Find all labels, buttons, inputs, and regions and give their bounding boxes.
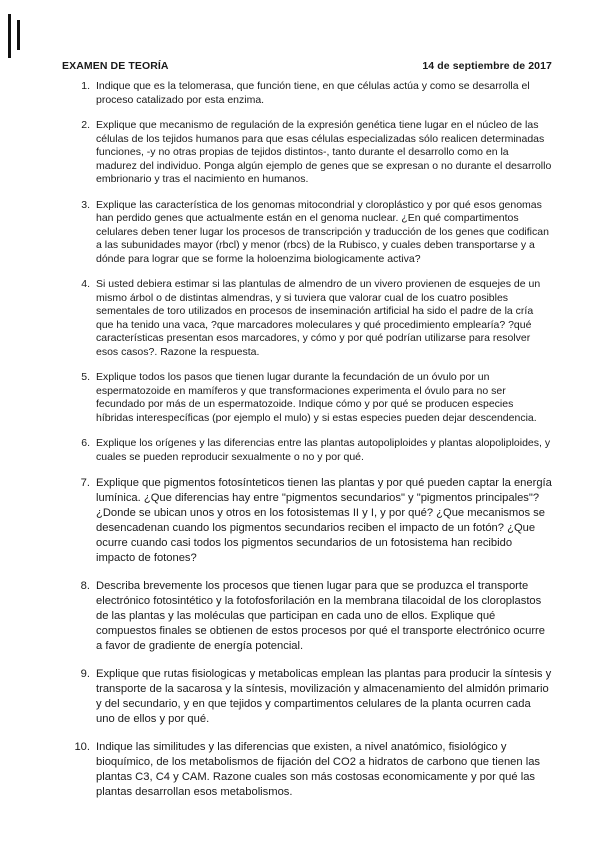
staple-mark <box>7 14 23 58</box>
question-text: Explique que rutas fisiologicas y metabolicas emplean las plantas para producir la síntesis y transporte de la sacarosa y la síntesis, movilización y almacenamiento del almidón primario y del secundario, y en que tejidos y compartimentos celulares de la planta ocurren cada uno de ellos y por qué. <box>96 668 552 725</box>
question-text: Explique las característica de los genomas mitocondrial y cloroplástico y por qué esos genomas han perdido genes que actualmente están en el genoma nuclear. ¿En qué compartimentos celulares deben tener lugar los procesos de transcripción y traducción de los genes que codifican a las subunidades mayor (rbcl) y menor (rbcs) de la Rubisco, y cuales deben transportarse y a dónde para lograr que se forme la holoenzima biologicamente activa? <box>96 198 549 265</box>
question-1 <box>68 80 552 107</box>
question-number: 4. <box>81 278 90 290</box>
question-text: Indique que es la telomerasa, que función tiene, en que células actúa y como se desarrolla el proceso catalizado por esta enzima. <box>96 80 530 106</box>
exam-header <box>62 60 552 72</box>
question-10 <box>68 740 552 800</box>
question-number: 7. <box>80 477 90 489</box>
question-text: Indique las similitudes y las diferencias que existen, a nivel anatómico, fisiológico y bioquímico, de los metabolismos de fijación del CO2 a hidratos de carbono que tienen las plantas C3, C4 y CAM. Razone cuales son más costosas economicamente y por qué las plantas desarrollan esos metabolismos. <box>96 741 541 798</box>
question-text: Explique que mecanismo de regulación de la expresión genética tiene lugar en el núcleo de las células de los tejidos humanos para que esas células especializadas sólo realicen determinadas funciones, -y no otras propias de tejidos distintos-, tanto durante el desarrollo como en la madurez del individuo. Ponga algún ejemplo de genes que se expresan o no durante el desarrollo embrionario y tras el nacimiento en humanos. <box>96 119 552 185</box>
question-text: Explique los orígenes y las diferencias entre las plantas autopoliploides y plantas alopoliploides, y cuales se pueden reproducir sexualmente o no y por qué. <box>96 437 551 463</box>
question-7 <box>68 476 552 566</box>
question-8 <box>68 579 552 654</box>
question-number: 1. <box>81 80 90 92</box>
question-list <box>68 80 552 813</box>
exam-title: EXAMEN DE TEORÍA <box>62 60 169 72</box>
question-text: Explique que pigmentos fotosínteticos tienen las plantas y por qué pueden captar la energía lumínica. ¿Que diferencias hay entre "pigmentos secundarios" y "pigmentos principales"? ¿Donde se ubican unos y otros en los fotosistemas II y I, y por qué? ¿Que mecanismos se desencadenan cuando los pigmentos secundarios reciben el impacto de un fotón? ¿Que ocurre cuando casi todos los pigmentos secundarios de un fotosistema han recibido impacto de fotones? <box>96 477 552 564</box>
question-number: 9. <box>80 668 90 680</box>
question-5 <box>68 371 552 425</box>
question-9 <box>68 667 552 727</box>
question-3 <box>68 199 552 267</box>
question-text: Explique todos los pasos que tienen lugar durante la fecundación de un óvulo por un espermatozoide en mamíferos y que transformaciones experimenta el óvulo para no ser fecundado por más de un espermatozoide. Indique cómo y por qué se producen especies híbridas interespecíficas (por ejemplo el mulo) y si estas especies pueden dejar descendencia. <box>96 371 537 424</box>
question-number: 6. <box>81 437 90 449</box>
exam-date: 14 de septiembre de 2017 <box>422 60 552 72</box>
question-6 <box>68 437 552 464</box>
question-number: 3. <box>81 198 90 211</box>
question-number: 2. <box>81 119 90 131</box>
question-text: Describa brevemente los procesos que tienen lugar para que se produzca el transporte electrónico fotosintético y la fotofosforilación en la membrana tilacoidal de los cloroplastos de las plantas y las moléculas que participan en cada uno de ellos. Explique qué compuestos finales se obtienen de estos procesos por qué el transporte electrónico ocurre a favor de gradiente de energía potencial. <box>96 580 546 652</box>
question-number: 5. <box>81 371 90 383</box>
question-4 <box>68 278 552 359</box>
question-2 <box>68 119 552 187</box>
question-text: Si usted debiera estimar si las plantulas de almendro de un vivero provienen de esquejes de un mismo árbol o de distintas almendras, y si tuviera que valorar cual de los cuatro posibles sementales de toro utilizados en procesos de inseminación artificial ha sido el padre de la cría que ha tenido una vaca, ?que marcadores moleculares y qué procedimiento emplearía? ?qué características presentan esos marcadores, y cómo y por qué podrían utilizarse para resolver esos casos?. Razone la respuesta. <box>96 278 541 358</box>
question-number: 10. <box>74 741 90 753</box>
question-number: 8. <box>80 580 90 592</box>
